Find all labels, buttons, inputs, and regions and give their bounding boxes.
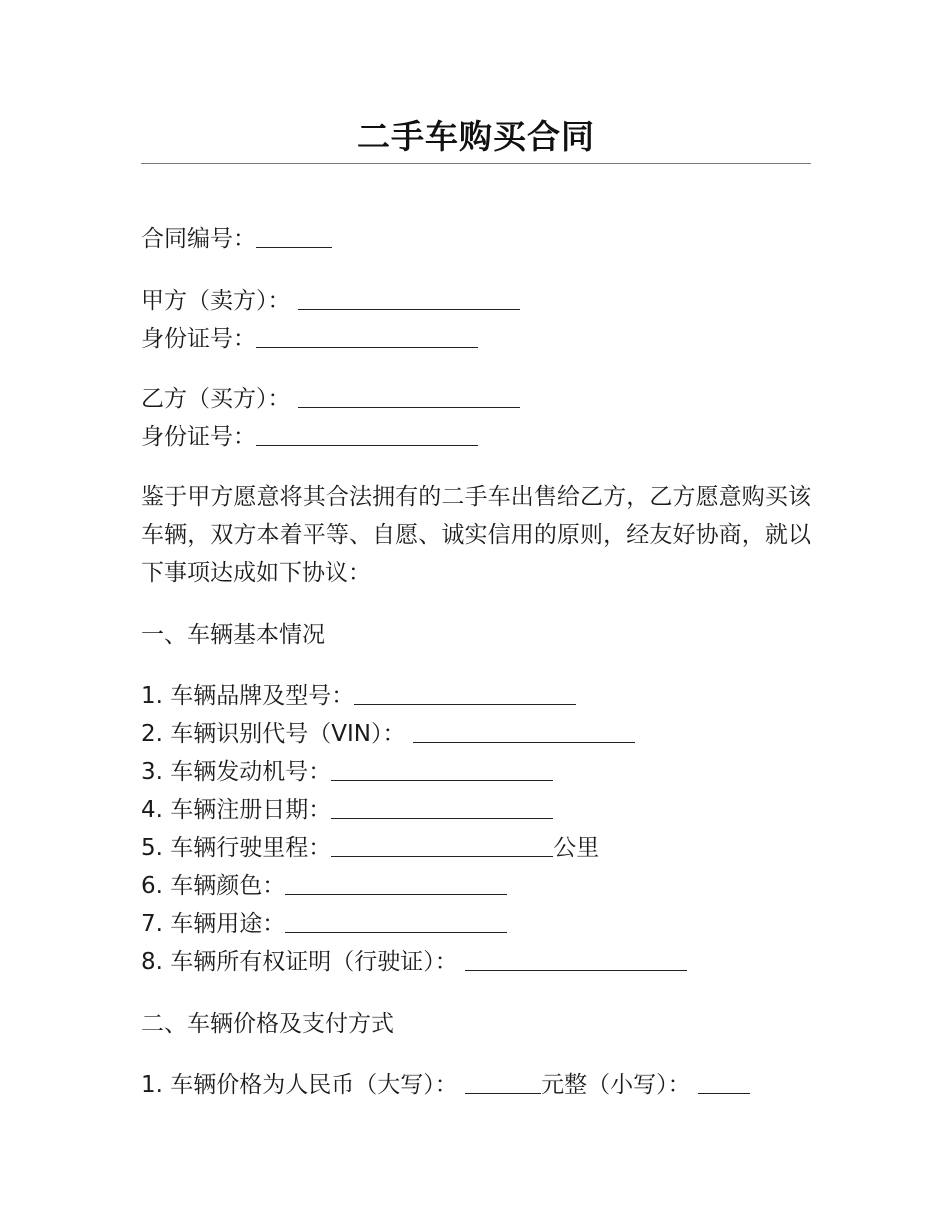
section1-heading: 一、车辆基本情况	[141, 622, 325, 648]
item-label: 7. 车辆用途：	[141, 911, 286, 937]
item-label: 3. 车辆发动机号：	[141, 759, 332, 785]
preamble-paragraph: 鉴于甲方愿意将其合法拥有的二手车出售给乙方，乙方愿意购买该车辆，双方本着平等、自愿、诚实信用的原则，经友好协商，就以下事项达成如下协议：	[141, 484, 811, 586]
contract-number-label: 合同编号：	[141, 226, 256, 252]
vehicle-item-4	[141, 791, 553, 829]
price-line	[141, 1066, 750, 1104]
item-suffix: 公里	[553, 835, 600, 861]
item-blank	[413, 716, 635, 743]
party-a-id-label: 身份证号：	[141, 326, 256, 352]
party-b-id-line	[141, 418, 478, 456]
party-b-id-blank	[256, 419, 478, 446]
vehicle-item-1	[141, 677, 576, 715]
vehicle-item-2	[141, 715, 635, 753]
price-label: 1. 车辆价格为人民币（大写）：	[141, 1072, 458, 1098]
item-blank	[354, 678, 576, 705]
party-a-id-blank	[256, 321, 478, 348]
item-blank	[331, 792, 553, 819]
price-uppercase-blank	[465, 1067, 541, 1094]
title-divider	[141, 163, 811, 164]
party-b-blank	[298, 381, 520, 408]
party-a-blank	[298, 283, 520, 310]
item-label: 1. 车辆品牌及型号：	[141, 683, 355, 709]
item-label: 6. 车辆颜色：	[141, 873, 286, 899]
item-label: 4. 车辆注册日期：	[141, 797, 332, 823]
item-blank	[285, 906, 507, 933]
item-blank	[285, 868, 507, 895]
contract-number-line	[141, 220, 332, 258]
item-label: 8. 车辆所有权证明（行驶证）：	[141, 949, 458, 975]
party-a-id-line	[141, 320, 478, 358]
item-label: 2. 车辆识别代号（VIN）：	[141, 721, 406, 747]
section2-heading: 二、车辆价格及支付方式	[141, 1011, 394, 1037]
price-unit: 元整（小写）：	[541, 1072, 691, 1098]
document-title: 二手车购买合同	[357, 117, 595, 156]
vehicle-item-7	[141, 905, 507, 943]
contract-number-blank	[256, 221, 332, 248]
party-b-line	[141, 380, 520, 418]
vehicle-item-6	[141, 867, 507, 905]
party-a-label: 甲方（卖方）：	[141, 288, 291, 314]
item-blank	[331, 830, 553, 857]
vehicle-item-3	[141, 753, 553, 791]
party-a-line	[141, 282, 520, 320]
item-label: 5. 车辆行驶里程：	[141, 835, 332, 861]
item-blank	[465, 944, 687, 971]
vehicle-item-8	[141, 943, 687, 981]
item-blank	[331, 754, 553, 781]
party-b-id-label: 身份证号：	[141, 424, 256, 450]
vehicle-item-5	[141, 829, 599, 867]
price-lowercase-blank	[698, 1067, 750, 1094]
party-b-label: 乙方（买方）：	[141, 386, 291, 412]
